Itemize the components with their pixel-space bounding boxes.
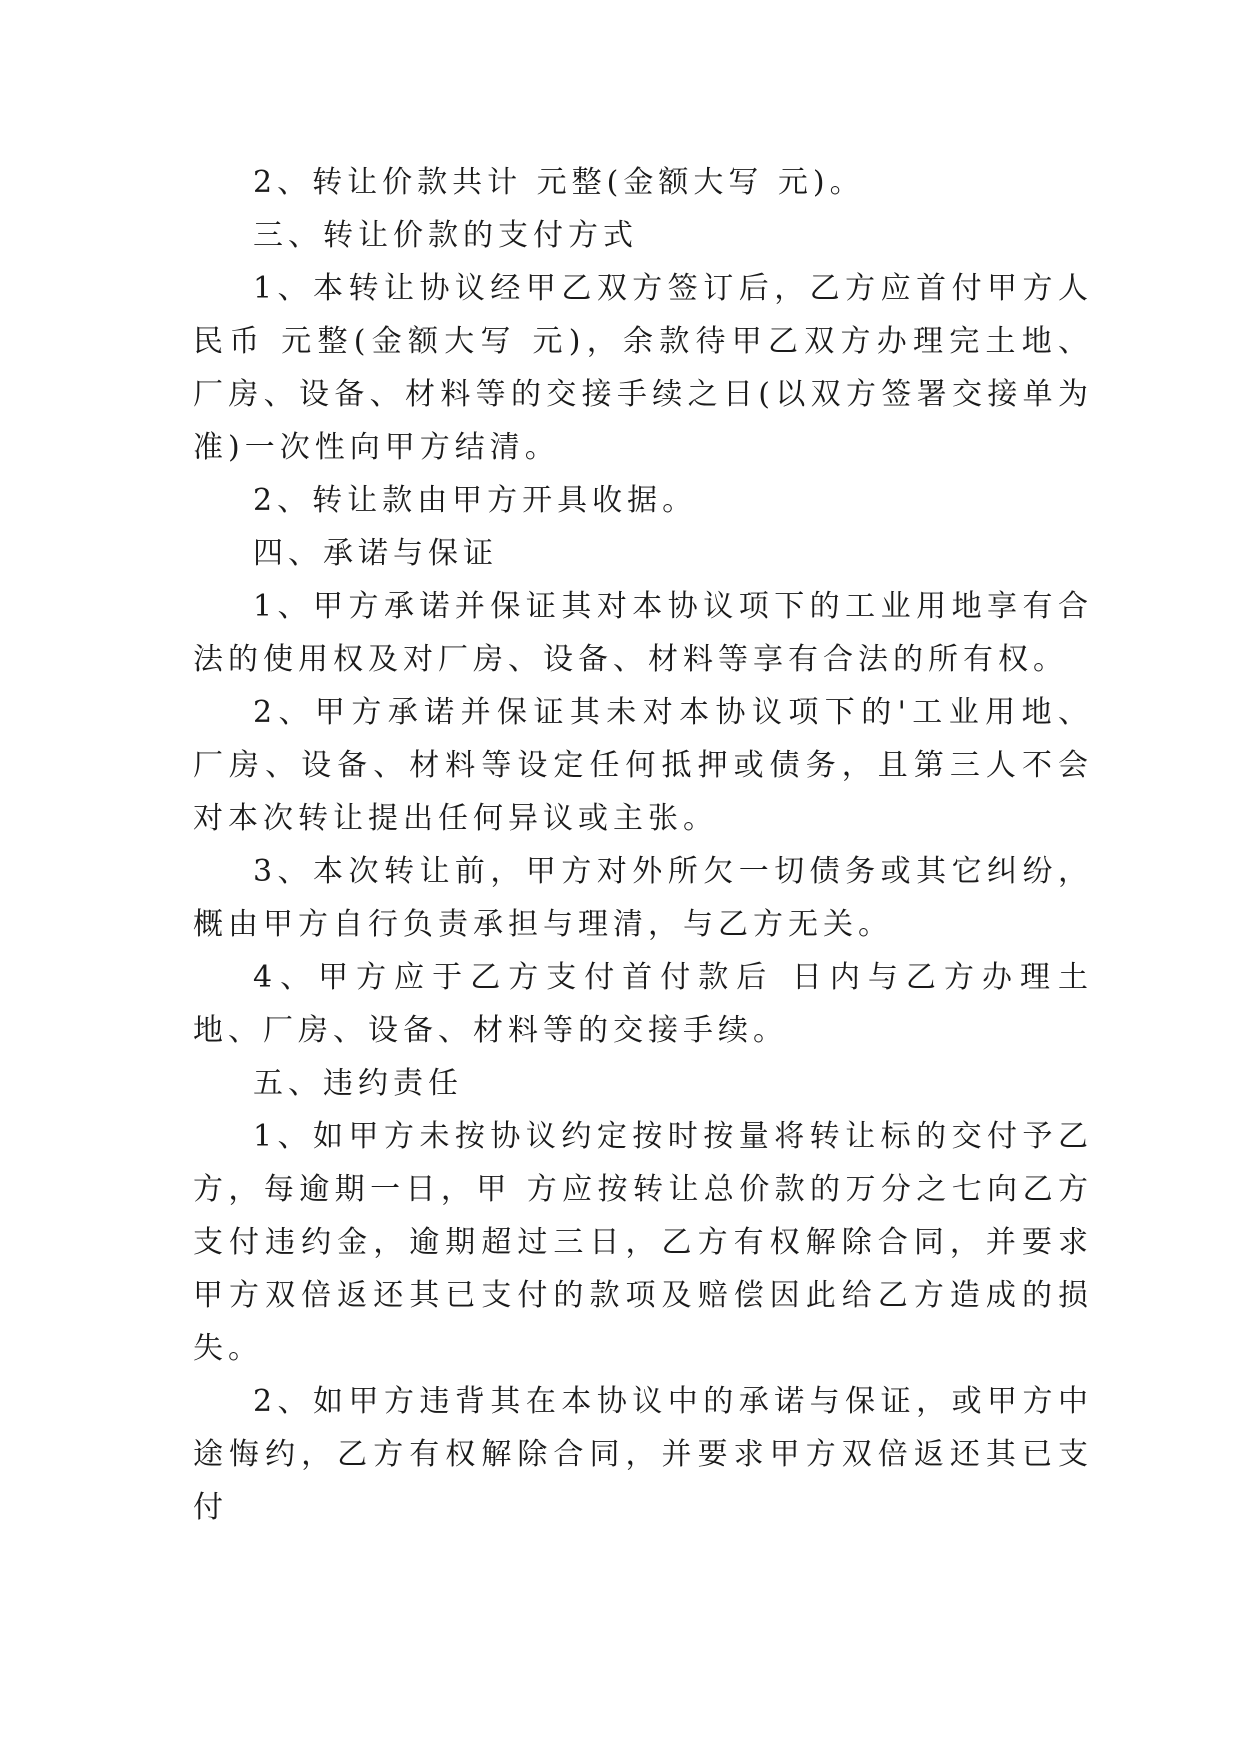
paragraph-liability-2: 2、如甲方违背其在本协议中的承诺与保证，或甲方中途悔约，乙方有权解除合同，并要求甲方双倍返还其已支付	[193, 1384, 1093, 1525]
heading-liability: 五、违约责任	[253, 1066, 463, 1101]
heading-payment-method: 三、转让价款的支付方式	[253, 218, 638, 253]
paragraph-payment-receipt: 2、转让款由甲方开具收据。	[253, 483, 698, 518]
paragraph-price-total: 2、转让价款共计 元整(金额大写 元)。	[253, 165, 865, 200]
document-page	[193, 156, 1093, 1534]
paragraph-commitment-3: 3、本次转让前，甲方对外所欠一切债务或其它纠纷，概由甲方自行负责承担与理清，与乙方无关。	[193, 854, 1093, 942]
paragraph-payment-first: 1、本转让协议经甲乙双方签订后，乙方应首付甲方人民币 元整(金额大写 元)，余款待甲乙双方办理完土地、厂房、设备、材料等的交接手续之日(以双方签署交接单为准)一次性向甲方结清。	[193, 271, 1093, 465]
paragraph-commitment-4: 4、甲方应于乙方支付首付款后 日内与乙方办理土地、厂房、设备、材料等的交接手续。	[193, 960, 1093, 1048]
paragraph-commitment-2: 2、甲方承诺并保证其未对本协议项下的'工业用地、厂房、设备、材料等设定任何抵押或债务，且第三人不会对本次转让提出任何异议或主张。	[193, 695, 1093, 836]
heading-commitment: 四、承诺与保证	[253, 536, 498, 571]
paragraph-liability-1: 1、如甲方未按协议约定按时按量将转让标的交付予乙方，每逾期一日，甲 方应按转让总价款的万分之七向乙方支付违约金，逾期超过三日，乙方有权解除合同，并要求甲方双倍返还其已支付的款项及赔偿因此给乙方造成的损失。	[193, 1119, 1093, 1366]
paragraph-commitment-1: 1、甲方承诺并保证其对本协议项下的工业用地享有合法的使用权及对厂房、设备、材料等享有合法的所有权。	[193, 589, 1093, 677]
